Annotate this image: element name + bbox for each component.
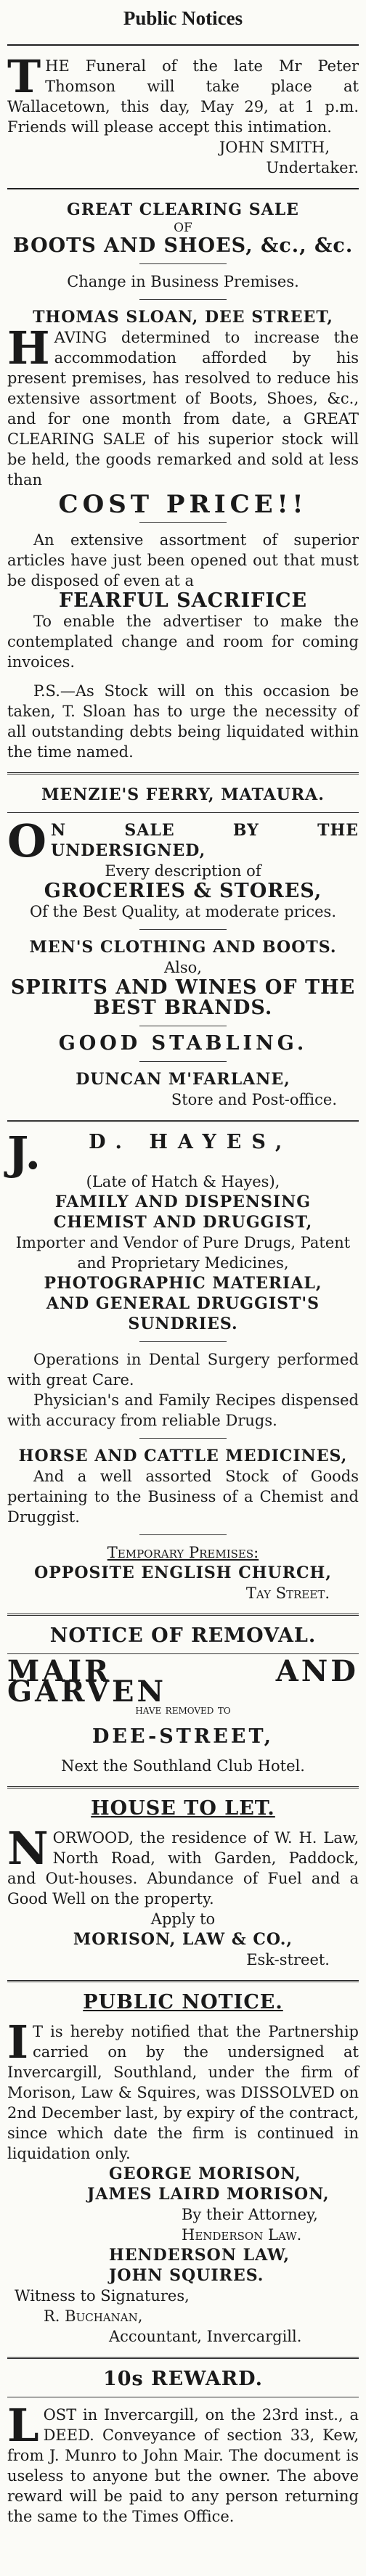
sloan-of: OF — [174, 221, 192, 235]
section-masthead: Public Notices — [123, 7, 243, 29]
signature-squires: JOHN SQUIRES. — [109, 2266, 264, 2285]
hayes-horse: HORSE AND CATTLE MEDICINES, — [18, 1447, 348, 1465]
menzie-spirits: SPIRITS AND WINES OF THE BEST BRANDS. — [10, 976, 356, 1019]
funeral-body: HE Funeral of the late Mr Peter Thomson will take place at Wallacetown, this day, May 29, at 1 p.m. Friends will please accept this intimation. — [7, 57, 359, 136]
sloan-advert — [7, 200, 359, 762]
house-agent: MORISON, LAW & CO., — [73, 1930, 293, 1949]
house-advert — [7, 1799, 359, 1970]
divider — [7, 2357, 359, 2359]
menzie-stabling: GOOD STABLING. — [58, 1032, 308, 1055]
removal-title: NOTICE OF REMOVAL. — [49, 1624, 317, 1647]
public-notice — [7, 1992, 359, 2347]
hayes-temp: Temporary Premises: — [107, 1544, 259, 1561]
drop-cap: O — [7, 814, 47, 867]
divider — [7, 1614, 359, 1616]
removal-firm: MAIR AND GARVEN — [7, 1654, 359, 1709]
divider — [7, 44, 359, 46]
sloan-enable: To enable the advertiser to make the contemplated change and room for coming invoices. — [7, 613, 359, 671]
hayes-photo: PHOTOGRAPHIC MATERIAL, — [44, 1274, 322, 1293]
public-body: T is hereby notified that the Partnership carried on by the undersigned at Invercargill, Southland, under the firm of Morison, Law & Squires, was DISSOLVED on 2nd December last, by expiry of the contract, since which date the firm is continued in liquidation only. — [7, 2023, 359, 2162]
funeral-role: Undertaker. — [266, 159, 359, 176]
witness-label: Witness to Signatures, — [15, 2287, 190, 2305]
hayes-opposite: OPPOSITE ENGLISH CHURCH, — [34, 1563, 332, 1582]
removal-moved: have removed to — [135, 1703, 231, 1717]
funeral-signer: JOHN SMITH, — [219, 139, 330, 156]
signature-attorney: By their Attorney, — [182, 2206, 318, 2223]
hayes-dental: Operations in Dental Surgery performed with great Care. — [7, 1351, 359, 1389]
drop-cap: T — [7, 50, 41, 103]
menzie-every: Every description of — [105, 862, 261, 880]
hayes-importer: Importer and Vendor of Pure Drugs, Patent and Proprietary Medicines, — [15, 1234, 351, 1272]
sloan-assortment: An extensive assortment of superior articles have just been opened out that must be disposed of even at a — [7, 531, 359, 589]
short-rule — [139, 929, 227, 930]
sloan-goods: BOOTS AND SHOES, &c., &c. — [12, 234, 354, 257]
witness-role: Accountant, Invercargill. — [109, 2328, 302, 2345]
divider — [7, 1980, 359, 1982]
funeral-notice — [7, 50, 359, 178]
sloan-change: Change in Business Premises. — [67, 273, 299, 290]
public-title: PUBLIC NOTICE. — [83, 1991, 283, 2013]
hayes-sundries: AND GENERAL DRUGGIST'S SUNDRIES. — [46, 1294, 320, 1333]
menzie-role: Store and Post-office. — [171, 1091, 337, 1108]
sloan-sacrifice: FEARFUL SACRIFICE — [58, 589, 308, 612]
reward-advert — [7, 2369, 359, 2527]
house-apply: Apply to — [150, 1910, 216, 1928]
menzie-advert — [7, 785, 359, 1110]
drop-cap: J. — [7, 1127, 41, 1179]
removal-advert — [7, 1626, 359, 1776]
reward-title: 10s REWARD. — [102, 2368, 264, 2390]
menzie-also: Also, — [164, 959, 202, 976]
short-rule — [139, 522, 227, 523]
hayes-family: FAMILY AND DISPENSING CHEMIST AND DRUGGIST, — [53, 1193, 313, 1232]
menzie-quality: Of the Best Quality, at moderate prices. — [29, 903, 337, 920]
menzie-name: DUNCAN M'FARLANE, — [76, 1070, 290, 1089]
sloan-headline: GREAT CLEARING SALE — [67, 200, 299, 219]
short-rule — [139, 263, 227, 264]
divider — [7, 188, 359, 189]
menzie-sale: N SALE BY THE UNDERSIGNED, — [51, 821, 359, 860]
signature-james: JAMES LAIRD MORISON, — [87, 2185, 330, 2204]
divider — [7, 1120, 359, 1122]
drop-cap: L — [7, 2399, 39, 2452]
short-rule — [139, 1061, 227, 1062]
drop-cap: H — [7, 322, 50, 375]
signature-george: GEORGE MORISON, — [109, 2164, 301, 2183]
drop-cap: N — [7, 1822, 49, 1875]
hayes-late: (Late of Hatch & Hayes), — [86, 1173, 280, 1190]
short-rule — [139, 1341, 227, 1342]
menzie-clothing: MEN'S CLOTHING AND BOOTS. — [29, 938, 337, 957]
removal-dee: DEE-STREET, — [92, 1725, 274, 1748]
sloan-cost: COST PRICE!! — [58, 490, 308, 519]
divider — [7, 772, 359, 774]
house-street: Esk-street. — [246, 1951, 330, 1968]
divider — [7, 812, 359, 813]
removal-next: Next the Southland Club Hotel. — [61, 1757, 305, 1775]
sloan-body: AVING determined to increase the accommodation afforded by his present premises, has resolved to reduce his extensive assortment of Boots, Shoes, &c., and for one month from date, a GREAT CLEARING SALE of his superior stock will be held, the goods remarked and sold at less than — [7, 329, 359, 488]
drop-cap: I — [7, 2016, 29, 2069]
divider — [7, 1786, 359, 1788]
sloan-ps: P.S.—As Stock will on this occasion be taken, T. Sloan has to urge the necessity of all outstanding debts being liquidated within the time named. — [7, 682, 359, 761]
reward-body: OST in Invercargill, on the 23rd inst., a DEED. Conveyance of section 33, Kew, from J. Munro to John Mair. The document is useless to anyone but the owner. The above reward will be paid to any person returning the same to the Times Office. — [7, 2406, 359, 2525]
house-body: ORWOOD, the residence of W. H. Law, North Road, with Garden, Paddock, and Out-houses. Abundance of Fuel and a Good Well on the property. — [7, 1829, 359, 1908]
hayes-advert — [7, 1127, 359, 1603]
sloan-firm: THOMAS SLOAN, DEE STREET, — [33, 308, 333, 327]
short-rule — [139, 1534, 227, 1535]
short-rule — [139, 1438, 227, 1439]
signature-henderson: Henderson Law. — [182, 2226, 302, 2244]
short-rule — [139, 299, 227, 300]
signature-henderson-law: HENDERSON LAW, — [109, 2246, 290, 2265]
menzie-groceries: GROCERIES & STORES, — [44, 880, 322, 902]
menzie-title: MENZIE'S FERRY, MATAURA. — [41, 785, 325, 804]
witness-name: R. Buchanan, — [44, 2307, 143, 2325]
hayes-stock: And a well assorted Stock of Goods pertaining to the Business of a Chemist and Druggist. — [7, 1468, 359, 1526]
hayes-name: D. HAYES, — [89, 1131, 293, 1153]
house-title: HOUSE TO LET. — [91, 1797, 275, 1820]
hayes-street: Tay Street. — [245, 1585, 330, 1602]
hayes-recipes: Physician's and Family Recipes dispensed with accuracy from reliable Drugs. — [7, 1391, 359, 1429]
